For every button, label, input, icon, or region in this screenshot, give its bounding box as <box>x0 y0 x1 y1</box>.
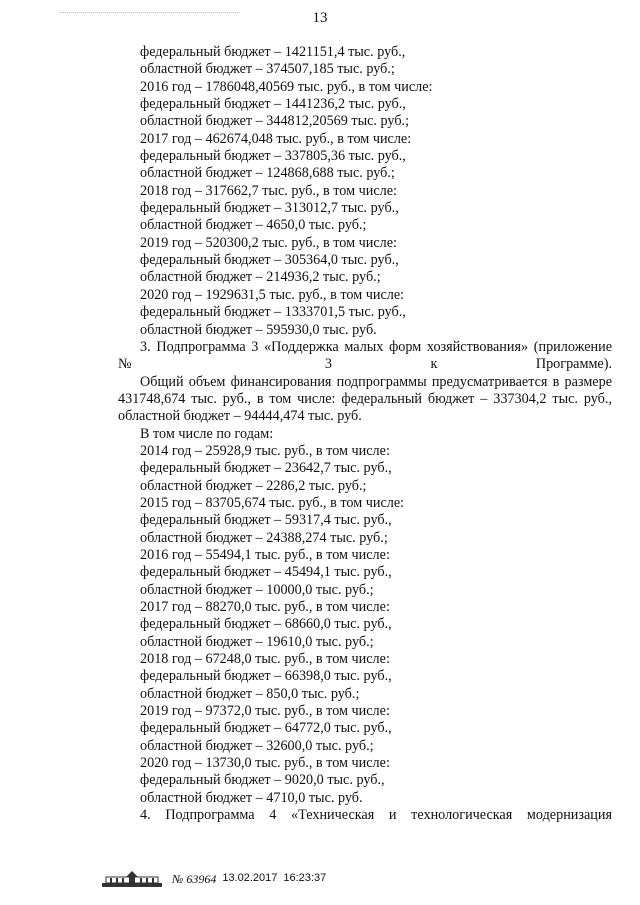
funding-line: областной бюджет – 4710,0 тыс. руб. <box>140 789 363 806</box>
funding-line: федеральный бюджет – 1441236,2 тыс. руб., <box>140 96 406 113</box>
funding-line: областной бюджет – 850,0 тыс. руб.; <box>140 685 360 702</box>
funding-line: федеральный бюджет – 1333701,5 тыс. руб., <box>140 304 406 321</box>
funding-line: областной бюджет – 10000,0 тыс. руб.; <box>140 581 374 598</box>
funding-line: областной бюджет – 344812,20569 тыс. руб.; <box>140 113 410 130</box>
footer-doc-number: № 63964 <box>172 871 217 886</box>
funding-line: 2015 год – 83705,674 тыс. руб., в том числе: <box>140 494 405 511</box>
funding-line: 2017 год – 462674,048 тыс. руб., в том числе: <box>140 130 412 147</box>
subprogram-3-total: Общий объем финансирования подпрограммы предусматривается в размере 431748,674 тыс. руб., в том числе: федеральный бюджет – 337304,2 тыс. руб., областной бюджет – 94444,474 тыс. руб. <box>118 373 612 425</box>
footer-time: 16:23:37 <box>283 871 327 884</box>
funding-line: областной бюджет – 19610,0 тыс. руб.; <box>140 633 374 650</box>
funding-line: 2016 год – 55494,1 тыс. руб., в том числе: <box>140 546 390 563</box>
funding-line: областной бюджет – 124868,688 тыс. руб.; <box>140 165 395 182</box>
funding-line: федеральный бюджет – 64772,0 тыс. руб., <box>140 720 392 737</box>
funding-line: областной бюджет – 214936,2 тыс. руб.; <box>140 269 381 286</box>
funding-line: областной бюджет – 2286,2 тыс. руб.; <box>140 477 367 494</box>
funding-line: федеральный бюджет – 66398,0 тыс. руб., <box>140 668 392 685</box>
funding-line: 2018 год – 317662,7 тыс. руб., в том числе: <box>140 182 397 199</box>
funding-line: 2020 год – 1929631,5 тыс. руб., в том числе: <box>140 286 405 303</box>
funding-line: 2019 год – 520300,2 тыс. руб., в том числе: <box>140 234 397 251</box>
subprogram-3-heading: 3. Подпрограмма 3 «Поддержка малых форм хозяйствования» (приложение № 3 к Программе). <box>118 338 612 373</box>
funding-line: федеральный бюджет – 9020,0 тыс. руб., <box>140 772 385 789</box>
funding-line: 2016 год – 1786048,40569 тыс. руб., в том числе: <box>140 78 433 95</box>
funding-line: 2018 год – 67248,0 тыс. руб., в том числе: <box>140 651 390 668</box>
funding-line: 2019 год – 97372,0 тыс. руб., в том числе: <box>140 703 390 720</box>
funding-list-subprogram-2 <box>118 44 612 339</box>
years-heading: В том числе по годам: <box>140 425 274 442</box>
funding-line: федеральный бюджет – 45494,1 тыс. руб., <box>140 564 392 581</box>
funding-line: 2017 год – 88270,0 тыс. руб., в том числе: <box>140 599 390 615</box>
funding-list-subprogram-3 <box>118 443 612 807</box>
subprogram-4-heading: 4. Подпрограмма 4 «Техническая и технологическая модернизация <box>140 807 612 824</box>
footer-date: 13.02.2017 <box>222 871 278 884</box>
funding-line: федеральный бюджет – 23642,7 тыс. руб., <box>140 460 392 477</box>
funding-line: областной бюджет – 24388,274 тыс. руб.; <box>140 529 388 546</box>
building-stamp-icon <box>100 869 164 889</box>
funding-line: 2014 год – 25928,9 тыс. руб., в том числе: <box>140 442 390 459</box>
page-number: 13 <box>312 10 328 26</box>
funding-line: областной бюджет – 595930,0 тыс. руб. <box>140 321 377 338</box>
funding-line: федеральный бюджет – 1421151,4 тыс. руб., <box>140 44 406 60</box>
funding-line: федеральный бюджет – 305364,0 тыс. руб., <box>140 252 399 269</box>
funding-line: федеральный бюджет – 313012,7 тыс. руб., <box>140 200 399 217</box>
funding-line: 2020 год – 13730,0 тыс. руб., в том числе: <box>140 755 390 772</box>
funding-line: областной бюджет – 4650,0 тыс. руб.; <box>140 217 367 234</box>
document-footer <box>100 868 326 890</box>
funding-line: федеральный бюджет – 337805,36 тыс. руб., <box>140 148 406 165</box>
document-body <box>118 44 612 824</box>
funding-line: федеральный бюджет – 59317,4 тыс. руб., <box>140 512 392 529</box>
funding-line: областной бюджет – 374507,185 тыс. руб.; <box>140 61 395 78</box>
funding-line: федеральный бюджет – 68660,0 тыс. руб., <box>140 616 392 633</box>
funding-line: областной бюджет – 32600,0 тыс. руб.; <box>140 737 374 754</box>
